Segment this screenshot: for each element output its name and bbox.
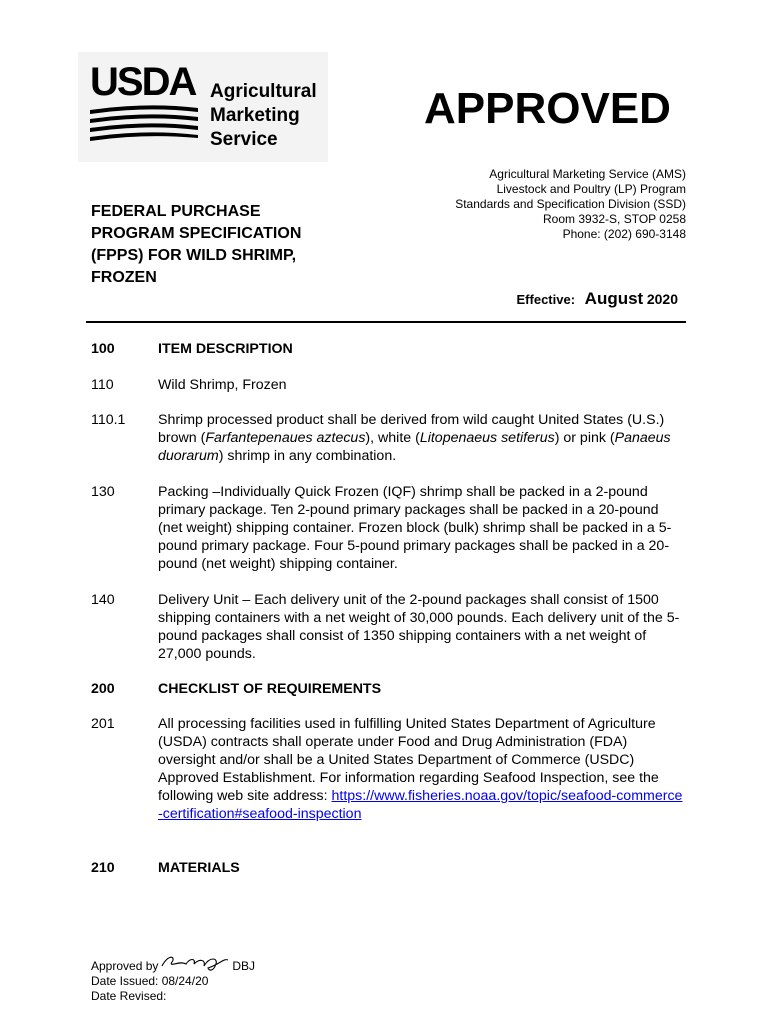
signature-icon	[160, 952, 230, 974]
section-number: 110	[91, 377, 114, 393]
title-line: (FPPS) FOR WILD SHRIMP,	[91, 247, 297, 264]
address-block	[455, 167, 686, 242]
approver-initials: DBJ	[232, 959, 256, 973]
effective-year: 2020	[646, 291, 678, 307]
section-140	[91, 591, 691, 663]
effective-month: August	[584, 289, 644, 308]
usda-logo-stripes-icon	[90, 104, 200, 144]
section-210	[91, 859, 691, 877]
usda-logo-text	[210, 80, 317, 152]
address-line: Phone: (202) 690-3148	[562, 227, 686, 241]
section-text: Packing –Individually Quick Frozen (IQF) shrimp shall be packed in a 2-pound primary package. Ten 2-pound primary packages shall be packed in a 20-pound (net weight) shipping container. Frozen block (bulk) shrimp shall be packed in a 5-pound primary package. Four 5-pound primary packages shall be packed in a 20-pound (net weight) shipping container.	[158, 484, 672, 572]
section-heading: ITEM DESCRIPTION	[158, 341, 293, 357]
section-heading: CHECKLIST OF REQUIREMENTS	[158, 681, 382, 697]
section-number: 110.1	[91, 412, 126, 428]
section-text: Shrimp processed product shall be derived from wild caught United States (U.S.) brown (Farfantepenaues aztecus), white (Litopenaeus setiferus) or pink (Panaeus duorarum) shrimp in any combination.	[158, 412, 671, 464]
section-number: 201	[91, 716, 115, 732]
title-line: FEDERAL PURCHASE	[91, 203, 261, 220]
section-text: Wild Shrimp, Frozen	[158, 377, 287, 393]
title-line: FROZEN	[91, 269, 157, 286]
section-201	[91, 715, 691, 823]
header-divider	[86, 321, 686, 323]
date-revised: Date Revised:	[91, 989, 167, 1003]
seafood-inspection-link[interactable]: https://www.fisheries.noaa.gov/topic/seafood-commerce-certification#seafood-inspection	[158, 788, 683, 822]
section-heading: MATERIALS	[158, 860, 240, 876]
section-text: All processing facilities used in fulfilling United States Department of Agriculture (USDA) contracts shall operate under Food and Drug Administration (FDA) oversight and/or shall be a United States Department of Commerce (USDC) Approved Establishment. For information regarding Seafood Inspection, see the following web site address: https://www.fisheries.noaa.gov/topic/seafood-commerce-certification#seafood-inspection	[158, 716, 683, 822]
document-title	[91, 201, 351, 289]
address-line: Room 3932-S, STOP 0258	[543, 212, 686, 226]
species-name: Farfantepenaues aztecus	[205, 430, 366, 446]
section-200	[91, 680, 691, 698]
section-130	[91, 483, 691, 573]
effective-label: Effective:	[516, 292, 576, 307]
section-number: 210	[91, 860, 115, 876]
section-number: 130	[91, 484, 115, 500]
section-100	[91, 340, 691, 358]
logo-line-3: Service	[210, 129, 278, 150]
address-line: Standards and Specification Division (SSD)	[455, 197, 686, 211]
date-issued: Date Issued: 08/24/20	[91, 974, 209, 988]
effective-date	[517, 289, 678, 309]
section-number: 100	[91, 341, 115, 357]
section-number: 140	[91, 592, 115, 608]
approved-stamp: APPROVED	[424, 84, 671, 133]
address-line: Agricultural Marketing Service (AMS)	[489, 167, 686, 181]
section-110-1	[91, 411, 691, 465]
approval-row	[91, 952, 255, 974]
section-number: 200	[91, 681, 115, 697]
title-line: PROGRAM SPECIFICATION	[91, 225, 302, 242]
logo-line-1: Agricultural	[210, 81, 317, 102]
section-110	[91, 376, 691, 394]
species-name: Panaeus duorarum	[158, 430, 671, 464]
address-line: Livestock and Poultry (LP) Program	[496, 182, 686, 196]
usda-logo-acronym: USDA	[90, 60, 196, 104]
approved-by-label: Approved by	[91, 959, 159, 973]
species-name: Litopenaeus setiferus	[419, 430, 555, 446]
logo-line-2: Marketing	[210, 105, 300, 126]
section-text: Delivery Unit – Each delivery unit of the 2-pound packages shall consist of 1500 shipping containers with a net weight of 30,000 pounds. Each delivery unit of the 5-pound packages shall consist of 1350 shipping containers with a net weight of 27,000 pounds.	[158, 592, 680, 662]
footer	[91, 952, 255, 1004]
